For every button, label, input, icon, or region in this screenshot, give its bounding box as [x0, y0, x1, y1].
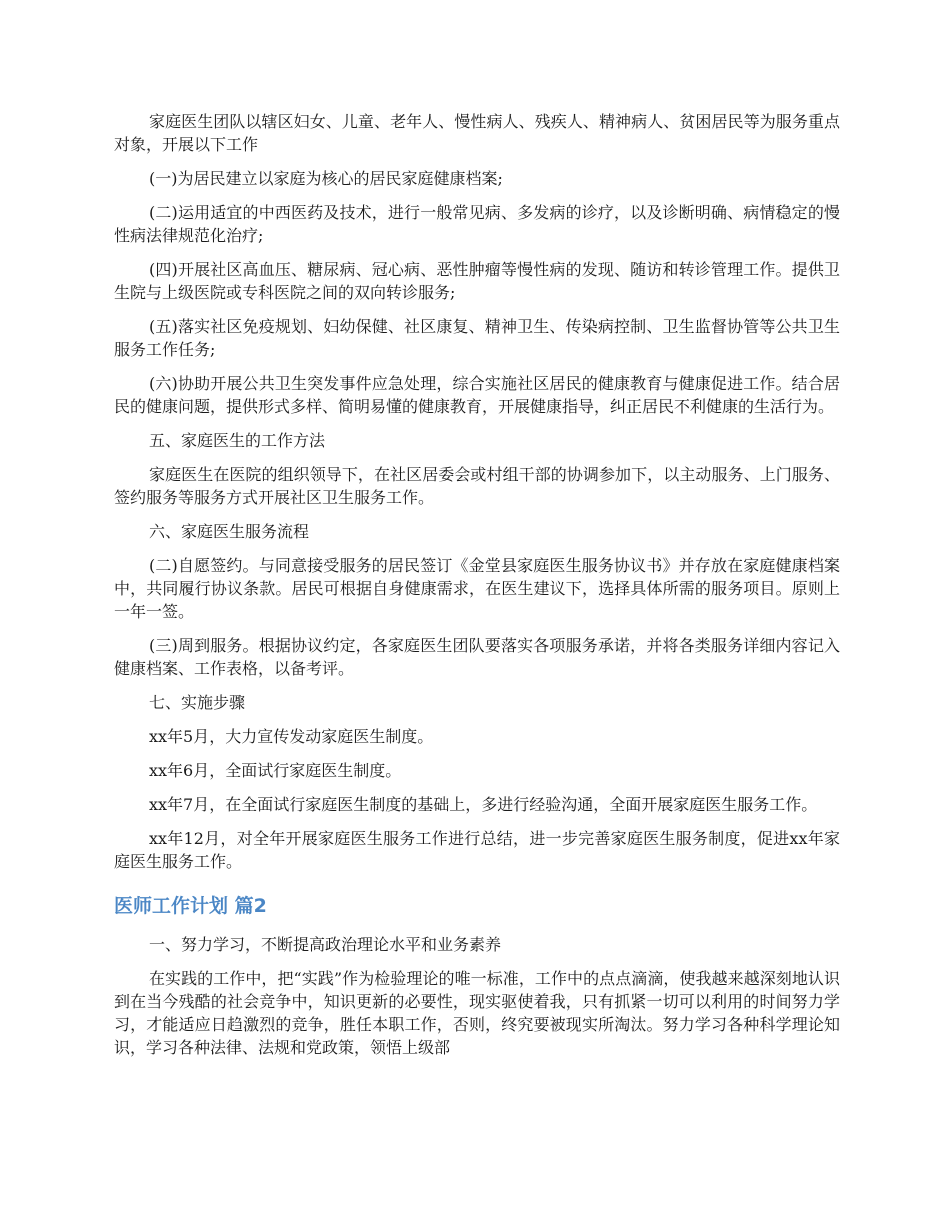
paragraph-practice: 在实践的工作中，把“实践”作为检验理论的唯一标准，工作中的点点滴滴，使我越来越深刻地认识到在当今残酷的社会竞争中，知识更新的必要性，现实驱使着我，只有抓紧一切可以利用的时间努力学习，才能适应日趋激烈的竞争，胜任本职工作，否则，终究要被现实所淘汰。努力学习各种科学理论知识，学习各种法律、法规和党政策，领悟上级部 — [114, 969, 840, 1057]
subheading-study-hard: 一、努力学习，不断提高政治理论水平和业务素养 — [149, 935, 502, 954]
document-body — [114, 110, 840, 1070]
paragraph-step-may: xx年5月，大力宣传发动家庭医生制度。 — [149, 727, 434, 746]
paragraph-work-methods: 家庭医生在医院的组织领导下，在社区居委会或村组干部的协调参加下，以主动服务、上门服务、签约服务等服务方式开展社区卫生服务工作。 — [114, 465, 840, 507]
paragraph-step-july: xx年7月，在全面试行家庭医生制度的基础上，多进行经验沟通，全面开展家庭医生服务工作。 — [149, 795, 818, 814]
paragraph-thorough-service: (三)周到服务。根据协议约定，各家庭医生团队要落实各项服务承诺，并将各类服务详细内容记入健康档案、工作表格，以备考评。 — [114, 636, 840, 678]
paragraph-item-6: (六)协助开展公共卫生突发事件应急处理，综合实施社区居民的健康教育与健康促进工作。结合居民的健康问题，提供形式多样、简明易懂的健康教育，开展健康指导，纠正居民不利健康的生活行为。 — [114, 374, 840, 416]
paragraph-item-4: (四)开展社区高血压、糖尿病、冠心病、恶性肿瘤等慢性病的发现、随访和转诊管理工作。提供卫生院与上级医院或专科医院之间的双向转诊服务; — [114, 260, 840, 302]
paragraph-service-targets: 家庭医生团队以辖区妇女、儿童、老年人、慢性病人、残疾人、精神病人、贫困居民等为服务重点对象，开展以下工作 — [114, 112, 840, 154]
paragraph-step-december: xx年12月，对全年开展家庭医生服务工作进行总结，进一步完善家庭医生服务制度，促进xx年家庭医生服务工作。 — [114, 829, 840, 871]
paragraph-voluntary-signing: (二)自愿签约。与同意接受服务的居民签订《金堂县家庭医生服务协议书》并存放在家庭健康档案中，共同履行协议条款。居民可根据自身健康需求，在医生建议下，选择具体所需的服务项目。原则上一年一签。 — [114, 556, 840, 621]
paragraph-item-2: (二)运用适宜的中西医药及技术，进行一般常见病、多发病的诊疗，以及诊断明确、病情稳定的慢性病法律规范化治疗; — [114, 203, 840, 245]
section-heading: 医师工作计划 篇2 — [114, 895, 267, 917]
paragraph-step-june: xx年6月，全面试行家庭医生制度。 — [149, 761, 402, 780]
paragraph-item-1: (一)为居民建立以家庭为核心的居民家庭健康档案; — [149, 169, 503, 188]
subheading-work-methods: 五、家庭医生的工作方法 — [149, 431, 326, 450]
subheading-service-process: 六、家庭医生服务流程 — [149, 522, 310, 541]
subheading-implementation-steps: 七、实施步骤 — [149, 693, 246, 712]
paragraph-item-5: (五)落实社区免疫规划、妇幼保健、社区康复、精神卫生、传染病控制、卫生监督协管等公共卫生服务工作任务; — [114, 317, 840, 359]
